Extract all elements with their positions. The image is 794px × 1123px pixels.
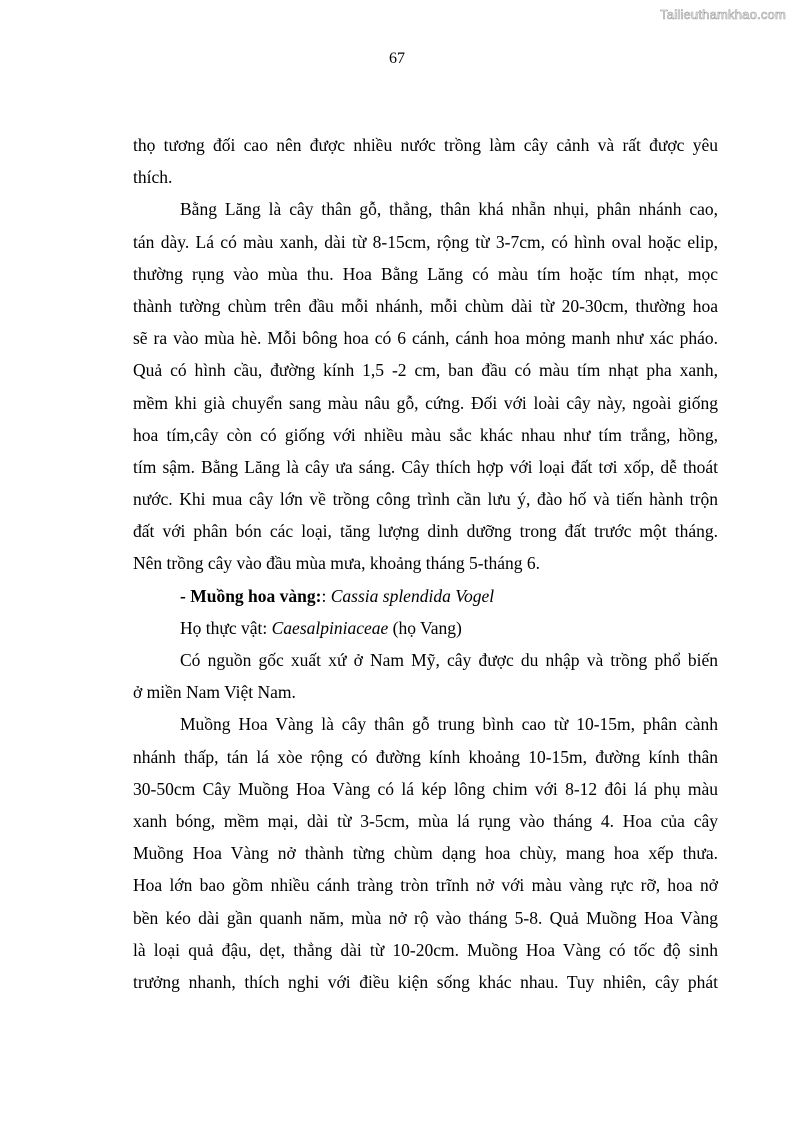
text-line: tím sậm. Bằng Lăng là cây ưa sáng. Cây thích hợp với loại đất tơi xốp, dễ thoát (133, 456, 718, 477)
text-line: mềm khi già chuyển sang màu nâu gỗ, cứng. Đối với loài cây này, ngoài giống (133, 392, 718, 413)
watermark: Tailieuthamkhao.com (660, 7, 786, 22)
heading-colon: : (321, 585, 331, 606)
species-name: - Muồng hoa vàng: (180, 585, 322, 606)
text-line: Nên trồng cây vào đầu mùa mưa, khoảng tháng 5-tháng 6. (133, 553, 541, 574)
text-line: thọ tương đối cao nên được nhiều nước trồng làm cây cảnh và rất được yêu (133, 135, 718, 155)
text-line: thường rụng vào mùa thu. Hoa Bằng Lăng có màu tím hoặc tím nhạt, mọc (133, 263, 718, 284)
text-line: tán dày. Lá có màu xanh, dài từ 8-15cm, rộng từ 3-7cm, có hình oval hoặc elip, (133, 231, 718, 252)
text-line: là loại quả đậu, dẹt, thẳng dài từ 10-20cm. Muồng Hoa Vàng có tốc độ sinh (133, 939, 718, 960)
text-line: Muồng Hoa Vàng nở thành từng chùm dạng hoa chùy, mang hoa xếp thưa. (133, 843, 718, 864)
text-line: Có nguồn gốc xuất xứ ở Nam Mỹ, cây được du nhập và trồng phổ biến (180, 650, 718, 670)
text-line: ở miền Nam Việt Nam. (133, 682, 296, 703)
text-line: thích. (133, 167, 173, 188)
section-heading (133, 580, 718, 612)
text-line: bền kéo dài gần quanh năm, mùa nở rộ vào tháng 5-8. Quả Muồng Hoa Vàng (133, 907, 718, 928)
text-line: trưởng nhanh, thích nghi với điều kiện sống khác nhau. Tuy nhiên, cây phát (133, 971, 718, 992)
page-number: 67 (389, 50, 405, 67)
text-line: nhánh thấp, tán lá xòe rộng có đường kính khoảng 10-15m, đường kính thân (133, 746, 718, 767)
family-common-name: (họ Vang) (388, 617, 462, 638)
text-line: nước. Khi mua cây lớn về trồng công trình cần lưu ý, đào hố và tiến hành trộn (133, 489, 718, 510)
text-line: Hoa lớn bao gồm nhiều cánh tràng tròn trĩnh nở với màu vàng rực rỡ, hoa nở (133, 875, 718, 896)
scientific-name: Cassia splendida Vogel (330, 585, 495, 606)
text-line: Muồng Hoa Vàng là cây thân gỗ trung bình cao từ 10-15m, phân cành (180, 714, 718, 735)
text-line: 30-50cm Cây Muồng Hoa Vàng có lá kép lông chim với 8-12 đôi lá phụ màu (133, 778, 718, 799)
text-line: đất với phân bón các loại, tăng lượng dinh dưỡng trong đất trước một tháng. (133, 521, 718, 542)
text-line: Bằng Lăng là cây thân gỗ, thẳng, thân khá nhẵn nhụi, phân nhánh cao, (180, 199, 718, 220)
family-scientific-name: Caesalpiniaceae (271, 617, 389, 638)
body-text (133, 129, 718, 998)
text-line: hoa tím,cây còn có giống với nhiều màu sắc khác nhau như tím trắng, hồng, (133, 424, 718, 445)
text-line: Quả có hình cầu, đường kính 1,5 -2 cm, ban đầu có màu tím nhạt pha xanh, (133, 360, 718, 381)
family-line (133, 612, 718, 644)
text-line: thành tường chùm trên đầu mỗi nhánh, mỗi chùm dài từ 20-30cm, thường hoa (133, 295, 718, 316)
text-line: xanh bóng, mềm mại, dài từ 3-5cm, mùa lá rụng vào tháng 4. Hoa của cây (133, 810, 718, 831)
text-line: sẽ ra vào mùa hè. Mỗi bông hoa có 6 cánh, cánh hoa mỏng manh như xác pháo. (133, 328, 718, 349)
family-label: Họ thực vật: (180, 617, 272, 638)
